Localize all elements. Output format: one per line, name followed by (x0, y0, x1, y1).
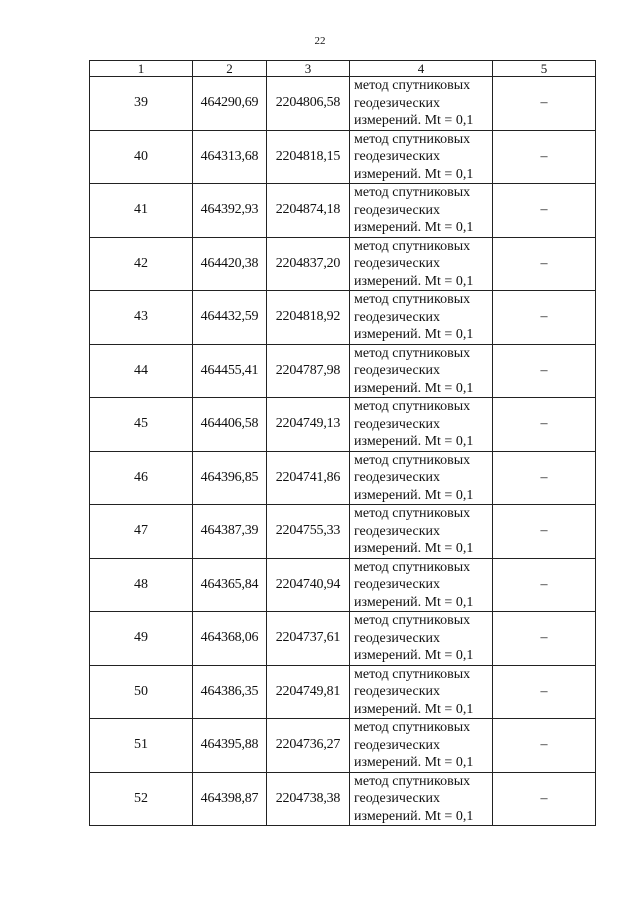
point-number-cell: 40 (90, 130, 193, 184)
method-line: метод спутниковых (354, 292, 471, 307)
x-coordinate-cell: 464386,35 (193, 665, 267, 719)
x-coordinate-cell: 464368,06 (193, 612, 267, 666)
method-cell (350, 130, 493, 184)
method-line: измерений. Mt = 0,1 (354, 380, 474, 396)
table-row (90, 612, 596, 666)
y-coordinate-cell: 2204737,61 (267, 612, 350, 666)
note-cell: – (493, 558, 596, 612)
method-line: метод спутниковых (354, 720, 471, 735)
header-col-3: 3 (267, 61, 350, 77)
method-cell (350, 451, 493, 505)
method-line: геодезических (354, 149, 441, 164)
point-number-cell: 43 (90, 291, 193, 345)
header-col-1: 1 (90, 61, 193, 77)
y-coordinate-cell: 2204806,58 (267, 77, 350, 131)
table-row (90, 451, 596, 505)
note-cell: – (493, 184, 596, 238)
table-header (90, 61, 596, 77)
table-row (90, 291, 596, 345)
method-line: измерений. Mt = 0,1 (354, 594, 474, 610)
method-cell (350, 558, 493, 612)
note-cell: – (493, 451, 596, 505)
note-cell: – (493, 77, 596, 131)
method-line: метод спутниковых (354, 345, 471, 361)
method-cell (350, 719, 493, 773)
method-line: метод спутниковых (354, 399, 471, 414)
method-line: метод спутниковых (354, 506, 471, 521)
method-cell (350, 665, 493, 719)
header-row (90, 61, 596, 77)
method-line: геодезических (354, 791, 441, 806)
method-cell (350, 505, 493, 559)
table-row (90, 130, 596, 184)
x-coordinate-cell: 464406,58 (193, 398, 267, 452)
method-cell (350, 398, 493, 452)
method-line: геодезических (354, 577, 441, 592)
method-line: геодезических (354, 737, 441, 753)
method-cell (350, 237, 493, 291)
x-coordinate-cell: 464432,59 (193, 291, 267, 345)
method-line: измерений. Mt = 0,1 (354, 755, 474, 770)
table-row (90, 77, 596, 131)
table-row (90, 719, 596, 773)
note-cell: – (493, 398, 596, 452)
method-line: измерений. Mt = 0,1 (354, 273, 474, 289)
method-line: геодезических (354, 202, 441, 218)
header-col-4: 4 (350, 61, 493, 77)
y-coordinate-cell: 2204837,20 (267, 237, 350, 291)
y-coordinate-cell: 2204755,33 (267, 505, 350, 559)
method-line: измерений. Mt = 0,1 (354, 808, 474, 824)
method-line: метод спутниковых (354, 131, 471, 147)
x-coordinate-cell: 464398,87 (193, 772, 267, 826)
note-cell: – (493, 291, 596, 345)
method-line: измерений. Mt = 0,1 (354, 434, 474, 449)
x-coordinate-cell: 464313,68 (193, 130, 267, 184)
table-row (90, 344, 596, 398)
y-coordinate-cell: 2204787,98 (267, 344, 350, 398)
note-cell: – (493, 665, 596, 719)
y-coordinate-cell: 2204740,94 (267, 558, 350, 612)
table-row (90, 398, 596, 452)
page-number: 22 (314, 35, 326, 47)
method-line: измерений. Mt = 0,1 (354, 541, 474, 556)
method-cell (350, 612, 493, 666)
y-coordinate-cell: 2204818,92 (267, 291, 350, 345)
note-cell: – (493, 719, 596, 773)
table-body (90, 77, 596, 826)
method-line: геодезических (354, 630, 441, 646)
y-coordinate-cell: 2204738,38 (267, 772, 350, 826)
point-number-cell: 42 (90, 237, 193, 291)
method-line: измерений. Mt = 0,1 (354, 113, 474, 128)
method-line: метод спутниковых (354, 666, 471, 682)
x-coordinate-cell: 464392,93 (193, 184, 267, 238)
method-cell (350, 184, 493, 238)
header-col-5: 5 (493, 61, 596, 77)
y-coordinate-cell: 2204749,81 (267, 665, 350, 719)
point-number-cell: 41 (90, 184, 193, 238)
method-line: метод спутниковых (354, 452, 471, 468)
method-line: геодезических (354, 416, 441, 432)
y-coordinate-cell: 2204741,86 (267, 451, 350, 505)
point-number-cell: 52 (90, 772, 193, 826)
note-cell: – (493, 130, 596, 184)
note-cell: – (493, 612, 596, 666)
point-number-cell: 46 (90, 451, 193, 505)
method-line: измерений. Mt = 0,1 (354, 487, 474, 503)
table-row (90, 772, 596, 826)
method-line: метод спутниковых (354, 613, 471, 628)
table-row (90, 184, 596, 238)
y-coordinate-cell: 2204874,18 (267, 184, 350, 238)
method-line: метод спутниковых (354, 773, 471, 789)
header-col-2: 2 (193, 61, 267, 77)
method-line: метод спутниковых (354, 78, 471, 93)
y-coordinate-cell: 2204736,27 (267, 719, 350, 773)
method-line: геодезических (354, 363, 441, 378)
x-coordinate-cell: 464365,84 (193, 558, 267, 612)
method-line: измерений. Mt = 0,1 (354, 701, 474, 717)
note-cell: – (493, 344, 596, 398)
method-line: геодезических (354, 256, 441, 271)
coordinates-table (89, 60, 596, 826)
x-coordinate-cell: 464395,88 (193, 719, 267, 773)
note-cell: – (493, 237, 596, 291)
method-cell (350, 772, 493, 826)
table-row (90, 665, 596, 719)
method-line: измерений. Mt = 0,1 (354, 220, 474, 235)
point-number-cell: 44 (90, 344, 193, 398)
method-cell (350, 291, 493, 345)
method-line: измерений. Mt = 0,1 (354, 327, 474, 342)
point-number-cell: 49 (90, 612, 193, 666)
y-coordinate-cell: 2204749,13 (267, 398, 350, 452)
table-row (90, 558, 596, 612)
method-line: метод спутниковых (354, 559, 471, 575)
point-number-cell: 45 (90, 398, 193, 452)
table-row (90, 237, 596, 291)
point-number-cell: 39 (90, 77, 193, 131)
method-line: геодезических (354, 523, 441, 539)
y-coordinate-cell: 2204818,15 (267, 130, 350, 184)
x-coordinate-cell: 464387,39 (193, 505, 267, 559)
method-line: геодезических (354, 309, 441, 325)
method-line: метод спутниковых (354, 238, 471, 254)
note-cell: – (493, 505, 596, 559)
method-line: геодезических (354, 470, 441, 485)
point-number-cell: 51 (90, 719, 193, 773)
point-number-cell: 47 (90, 505, 193, 559)
x-coordinate-cell: 464290,69 (193, 77, 267, 131)
x-coordinate-cell: 464396,85 (193, 451, 267, 505)
method-line: геодезических (354, 684, 441, 699)
x-coordinate-cell: 464420,38 (193, 237, 267, 291)
x-coordinate-cell: 464455,41 (193, 344, 267, 398)
method-line: геодезических (354, 95, 441, 111)
method-cell (350, 344, 493, 398)
table-row (90, 505, 596, 559)
point-number-cell: 48 (90, 558, 193, 612)
method-line: измерений. Mt = 0,1 (354, 648, 474, 663)
method-line: метод спутниковых (354, 185, 471, 200)
note-cell: – (493, 772, 596, 826)
method-cell (350, 77, 493, 131)
method-line: измерений. Mt = 0,1 (354, 166, 474, 182)
point-number-cell: 50 (90, 665, 193, 719)
